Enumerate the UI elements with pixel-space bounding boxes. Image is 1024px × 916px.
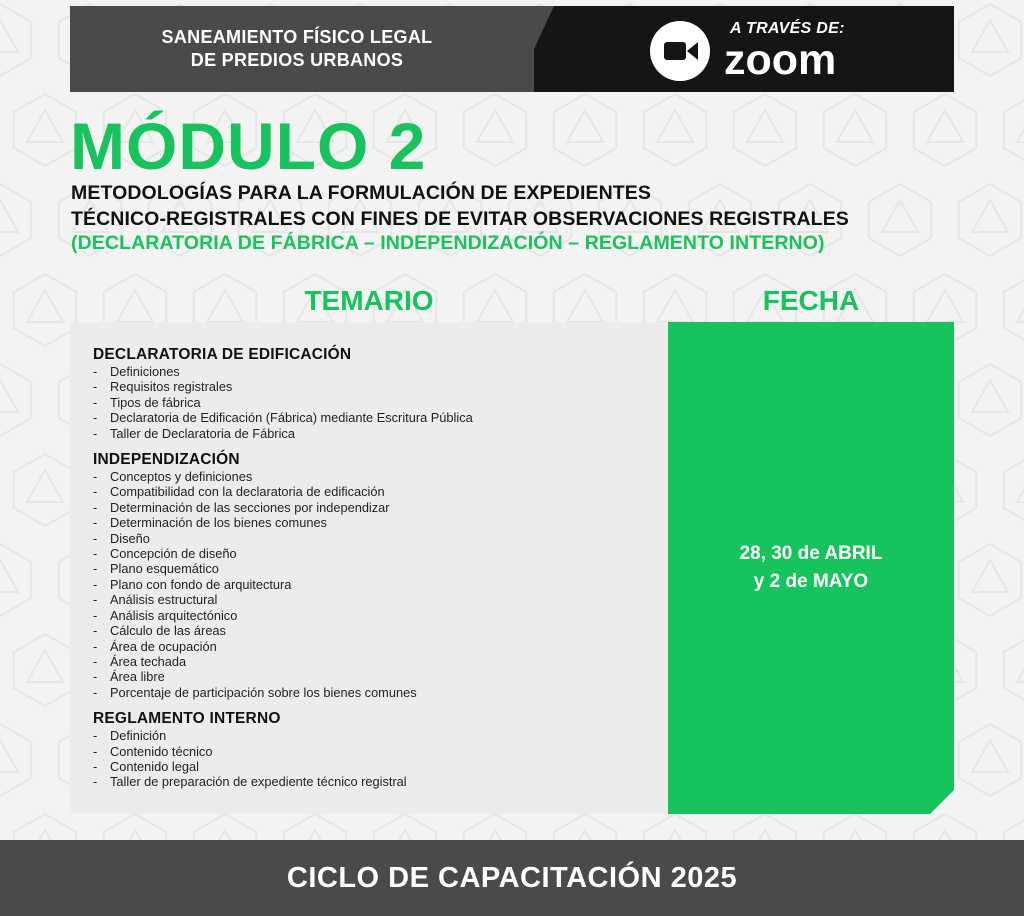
list-item-text: Cálculo de las áreas <box>110 623 226 639</box>
section-item-list <box>93 364 668 441</box>
pattern-hexagon <box>959 4 1021 76</box>
pattern-hexagon <box>1004 634 1024 706</box>
pattern-triangle <box>1017 470 1024 502</box>
pattern-triangle <box>657 110 693 142</box>
list-bullet: - <box>93 728 98 744</box>
header-platform-block <box>534 6 954 92</box>
fecha-panel <box>668 322 954 814</box>
list-item-text: Compatibilidad con la declaratoria de edificación <box>110 484 385 500</box>
list-bullet: - <box>93 607 98 623</box>
list-item <box>93 592 668 607</box>
pattern-hexagon <box>959 544 1021 616</box>
list-bullet: - <box>93 774 98 790</box>
list-item-text: Diseño <box>110 530 150 546</box>
list-bullet: - <box>93 425 98 441</box>
list-item <box>93 426 668 441</box>
pattern-hexagon <box>959 364 1021 436</box>
list-item-text: Tipos de fábrica <box>110 394 201 410</box>
list-bullet: - <box>93 530 98 546</box>
header-divider-slant <box>514 6 554 92</box>
pattern-triangle <box>972 560 1008 592</box>
zoom-logo: zoom <box>724 36 837 84</box>
list-item-text: Contenido técnico <box>110 743 213 759</box>
pattern-triangle <box>0 200 18 232</box>
pattern-triangle <box>27 650 63 682</box>
pattern-hexagon <box>1004 94 1024 166</box>
pattern-triangle <box>27 470 63 502</box>
list-item-text: Definición <box>110 728 167 744</box>
section-item-list <box>93 469 668 700</box>
pattern-triangle <box>0 740 18 772</box>
pattern-hexagon <box>0 184 31 256</box>
temario-heading: TEMARIO <box>304 285 434 316</box>
list-item-text: Plano con fondo de arquitectura <box>110 576 292 592</box>
list-item <box>93 484 668 499</box>
list-item <box>93 669 668 684</box>
list-bullet: - <box>93 546 98 562</box>
list-bullet: - <box>93 638 98 654</box>
fecha-line-2: y 2 de MAYO <box>753 571 869 592</box>
list-item-text: Área techada <box>110 653 187 669</box>
list-item-text: Análisis estructural <box>110 592 218 608</box>
list-bullet: - <box>93 684 98 700</box>
pattern-triangle <box>27 110 63 142</box>
list-item <box>93 515 668 530</box>
list-bullet: - <box>93 515 98 531</box>
pattern-hexagon <box>1004 454 1024 526</box>
section-title: REGLAMENTO INTERNO <box>93 710 281 728</box>
module-subtitle <box>71 180 971 232</box>
section-title: INDEPENDIZACIÓN <box>93 451 240 469</box>
list-item-text: Definiciones <box>110 364 180 379</box>
list-item-text: Declaratoria de Edificación (Fábrica) mediante Escritura Pública <box>110 410 473 426</box>
pattern-triangle <box>747 110 783 142</box>
pattern-hexagon <box>0 4 31 76</box>
list-item-text: Área libre <box>110 669 165 685</box>
pattern-hexagon <box>464 94 526 166</box>
list-item <box>93 379 668 394</box>
via-label: A TRAVÉS DE: <box>730 20 845 37</box>
pattern-triangle <box>1017 650 1024 682</box>
list-item-text: Análisis arquitectónico <box>110 607 238 623</box>
list-item-text: Plano esquemático <box>110 561 219 577</box>
list-bullet: - <box>93 592 98 608</box>
list-item-text: Determinación de los bienes comunes <box>110 515 327 531</box>
header-line-1: SANEAMIENTO FÍSICO LEGAL <box>161 27 433 47</box>
pattern-hexagon <box>14 634 76 706</box>
pattern-triangle <box>0 380 18 412</box>
pattern-hexagon <box>0 544 31 616</box>
temario-section <box>93 451 668 700</box>
pattern-hexagon <box>14 94 76 166</box>
list-item <box>93 546 668 561</box>
list-item <box>93 728 668 743</box>
module-subtitle-topics: (DECLARATORIA DE FÁBRICA – INDEPENDIZACIÓN – REGLAMENTO INTERNO) <box>71 232 825 254</box>
list-item-text: Área de ocupación <box>110 638 217 654</box>
list-bullet: - <box>93 758 98 774</box>
header-program-title <box>70 6 534 92</box>
list-item <box>93 469 668 484</box>
list-item <box>93 623 668 638</box>
list-item-text: Taller de preparación de expediente técnico registral <box>110 774 407 790</box>
pattern-hexagon <box>959 724 1021 796</box>
pattern-triangle <box>1017 290 1024 322</box>
list-bullet: - <box>93 653 98 669</box>
zoom-camera-icon <box>650 21 710 81</box>
section-item-list <box>93 728 668 790</box>
pattern-triangle <box>927 110 963 142</box>
list-bullet: - <box>93 561 98 577</box>
list-item <box>93 654 668 669</box>
pattern-hexagon <box>0 724 31 796</box>
list-item <box>93 774 668 789</box>
pattern-hexagon <box>1004 274 1024 346</box>
list-bullet: - <box>93 469 98 485</box>
subtitle-line-2: TÉCNICO-REGISTRALES CON FINES DE EVITAR OBSERVACIONES REGISTRALES <box>71 208 849 230</box>
list-item-text: Contenido legal <box>110 758 199 774</box>
pattern-hexagon <box>824 94 886 166</box>
list-bullet: - <box>93 394 98 410</box>
subtitle-line-1: METODOLOGÍAS PARA LA FORMULACIÓN DE EXPEDIENTES <box>71 182 651 204</box>
header-line-2: DE PREDIOS URBANOS <box>190 50 404 70</box>
list-item-text: Taller de Declaratoria de Fábrica <box>110 425 295 441</box>
footer-text: CICLO DE CAPACITACIÓN 2025 <box>286 861 738 894</box>
pattern-triangle <box>0 20 18 52</box>
pattern-triangle <box>477 110 513 142</box>
list-item-text: Conceptos y definiciones <box>110 469 253 485</box>
list-item <box>93 561 668 576</box>
list-bullet: - <box>93 669 98 685</box>
fecha-heading: FECHA <box>762 285 860 316</box>
list-item-text: Porcentaje de participación sobre los bienes comunes <box>110 684 417 700</box>
pattern-triangle <box>972 380 1008 412</box>
temario-section <box>93 710 668 790</box>
pattern-triangle <box>0 560 18 592</box>
list-bullet: - <box>93 379 98 395</box>
module-title: MÓDULO 2 <box>70 109 427 183</box>
list-item <box>93 531 668 546</box>
pattern-triangle <box>837 110 873 142</box>
pattern-hexagon <box>734 94 796 166</box>
list-item-text: Determinación de las secciones por independizar <box>110 499 390 515</box>
footer-bar <box>0 840 1024 916</box>
list-bullet: - <box>93 743 98 759</box>
list-item <box>93 744 668 759</box>
list-bullet: - <box>93 484 98 500</box>
list-item <box>93 395 668 410</box>
list-item-text: Requisitos registrales <box>110 379 233 395</box>
list-item <box>93 364 668 379</box>
list-item <box>93 500 668 515</box>
header-bar <box>70 6 954 92</box>
list-item <box>93 759 668 774</box>
list-bullet: - <box>93 623 98 639</box>
pattern-triangle <box>1017 110 1024 142</box>
section-title: DECLARATORIA DE EDIFICACIÓN <box>93 346 352 363</box>
list-item-text: Concepción de diseño <box>110 546 237 562</box>
pattern-hexagon <box>644 94 706 166</box>
temario-panel <box>70 322 668 814</box>
list-bullet: - <box>93 410 98 426</box>
pattern-hexagon <box>14 274 76 346</box>
list-bullet: - <box>93 576 98 592</box>
pattern-hexagon <box>14 454 76 526</box>
pattern-triangle <box>27 290 63 322</box>
list-item <box>93 685 668 700</box>
pattern-triangle <box>972 20 1008 52</box>
pattern-hexagon <box>0 364 31 436</box>
temario-section <box>93 346 668 441</box>
list-item <box>93 577 668 592</box>
list-item <box>93 410 668 425</box>
pattern-triangle <box>567 110 603 142</box>
pattern-hexagon <box>914 94 976 166</box>
pattern-triangle <box>972 200 1008 232</box>
list-bullet: - <box>93 499 98 515</box>
list-item <box>93 639 668 654</box>
fecha-panel-corner <box>930 790 954 814</box>
temario-sections <box>93 346 668 790</box>
list-item <box>93 608 668 623</box>
pattern-triangle <box>972 740 1008 772</box>
pattern-hexagon <box>554 94 616 166</box>
list-bullet: - <box>93 364 98 379</box>
fecha-line-1: 28, 30 de ABRIL <box>739 543 883 564</box>
